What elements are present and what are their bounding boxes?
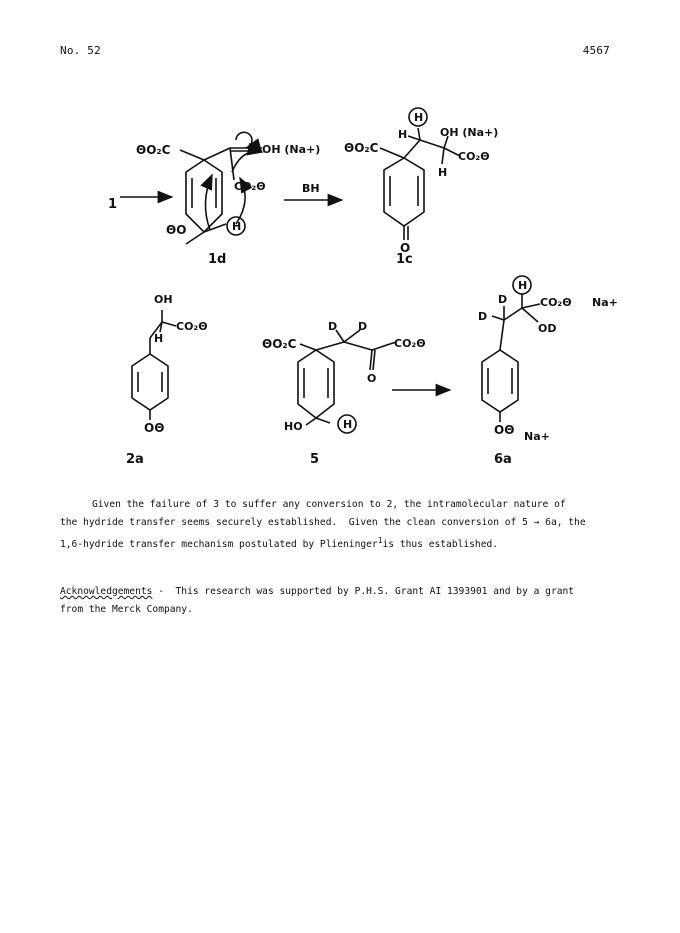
acknowledgements-line — [60, 583, 612, 601]
compound-6a-sodium-bottom: Na+ — [524, 430, 550, 443]
acknowledgements-heading: Acknowledgements — [60, 586, 153, 597]
compound-5-carboxylate-left: ΘO₂C — [262, 337, 297, 351]
paragraph-line: Given the failure of 3 to suffer any conversion to 2, the intramolecular nature of — [92, 499, 566, 510]
body-paragraph — [60, 496, 612, 554]
compound-1c-hydroxyl: OH (Na+) — [440, 126, 499, 139]
compound-1c-ketone: O — [400, 241, 411, 255]
compound-5-carboxylate-right: CO₂Θ — [394, 337, 426, 350]
compound-6a-d1: D — [498, 293, 508, 306]
compound-5-label: 5 — [310, 452, 320, 467]
compound-5-hydride: H — [343, 418, 353, 431]
paragraph-line-text: 1,6-hydride transfer mechanism postulated by Plieninger — [60, 539, 378, 551]
acknowledgements-text: - This research was supported by P.H.S. Grant AI 1393901 and by a grant — [152, 586, 575, 597]
compound-1c-carboxylate-right: CO₂Θ — [458, 150, 490, 163]
compound-1d-carboxylate-right: CO₂Θ — [234, 180, 266, 193]
compound-1c-h-left: H — [398, 128, 408, 141]
compound-2a-oxide: OΘ — [144, 421, 165, 435]
arrow-label-bh: BH — [302, 182, 320, 195]
compound-6a-carboxylate: CO₂Θ — [540, 296, 572, 309]
compound-6a-sodium-top: Na+ — [592, 296, 618, 309]
compound-5-ketone: O — [367, 372, 377, 385]
compound-6a-structure — [482, 276, 540, 422]
compound-5-hydroxyl: HO — [284, 420, 303, 433]
paragraph-line — [60, 532, 612, 554]
compound-1d-oxide: ΘO — [166, 223, 187, 237]
compound-2a-label: 2a — [126, 452, 144, 467]
compound-1c-hydride: H — [414, 111, 424, 124]
compound-2a-structure — [132, 310, 176, 420]
compound-1d-hydride: H — [232, 220, 242, 233]
compound-1d-label: 1d — [208, 252, 227, 267]
compound-1d-hydroxyl: OH (Na+) — [262, 143, 321, 156]
compound-5-d1: D — [328, 320, 338, 333]
compound-6a-d2: D — [478, 310, 488, 323]
compound-6a-label: 6a — [494, 452, 512, 467]
page-number: 4567 — [582, 44, 610, 57]
compound-1c-label: 1c — [396, 252, 413, 267]
paragraph-line: the hydride transfer seems securely established. Given the clean conversion of 5 → 6a, the — [60, 517, 586, 528]
compound-5-d2: D — [358, 320, 368, 333]
acknowledgements-line: from the Merck Company. — [60, 604, 193, 615]
page-header-journal-number: No. 52 — [60, 44, 101, 57]
compound-2a-carboxylate: CO₂Θ — [176, 320, 208, 333]
compound-2a-hydroxyl: OH — [154, 293, 173, 306]
compound-2a-h: H — [154, 332, 164, 345]
compound-1c-carboxylate-left: ΘO₂C — [344, 141, 379, 155]
compound-6a-hydride: H — [518, 279, 528, 292]
reference-superscript: 1 — [377, 536, 383, 545]
compound-1d-carboxylate-left: ΘO₂C — [136, 143, 171, 157]
compound-1c-h-bottom: H — [438, 166, 448, 179]
acknowledgements-paragraph — [60, 583, 612, 619]
compound-6a-od: OD — [538, 322, 557, 335]
reagent-start-label: 1 — [108, 197, 118, 212]
paragraph-line-text: is thus established. — [382, 539, 499, 551]
compound-6a-oxide: OΘ — [494, 423, 515, 437]
